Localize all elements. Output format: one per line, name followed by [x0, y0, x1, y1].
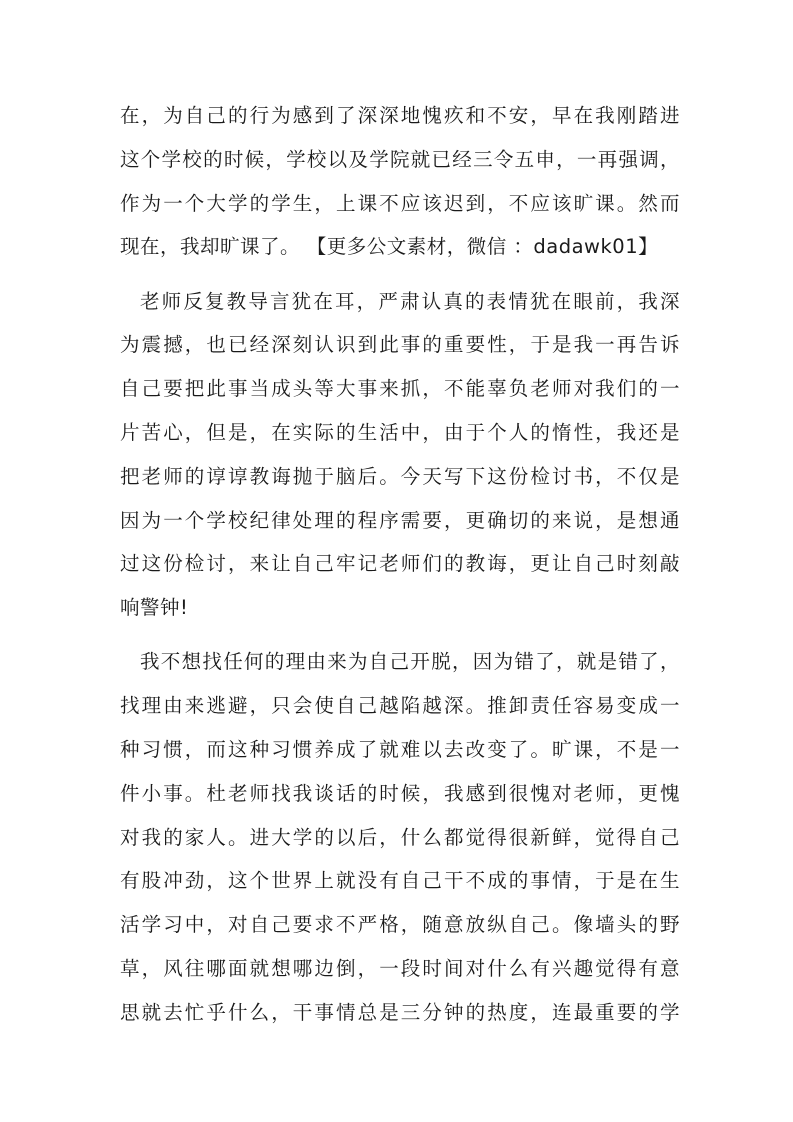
paragraph-1-line-4: 现在，我却旷课了。 【更多公文素材，微信 ：dadawk01】 — [120, 235, 659, 258]
paragraph-2-line-4: 片苦心，但是，在实际的生活中，由于个人的惰性，我还是 — [120, 421, 680, 444]
paragraph-1-line-1: 在，为自己的行为感到了深深地愧疚和不安，早在我刚踏进 — [120, 104, 680, 127]
paragraph-3-line-6: 有股冲劲，这个世界上就没有自己干不成的事情，于是在生 — [120, 869, 680, 892]
paragraph-2-line-8: 响警钟! — [120, 596, 189, 619]
paragraph-3-line-7: 活学习中，对自己要求不严格，随意放纵自己。像墙头的野 — [120, 913, 680, 936]
paragraph-3-line-4: 件小事。杜老师找我谈话的时候，我感到很愧对老师，更愧 — [120, 782, 680, 805]
paragraph-2-line-2: 为震撼，也已经深刻认识到此事的重要性，于是我一再告诉 — [120, 333, 680, 356]
paragraph-3-line-9: 思就去忙乎什么，干事情总是三分钟的热度，连最重要的学 — [120, 1001, 680, 1024]
paragraph-3-line-2: 找理由来逃避，只会使自己越陷越深。推卸责任容易变成一 — [120, 694, 680, 717]
paragraph-1-line-3: 作为一个大学的学生，上课不应该迟到，不应该旷课。然而 — [120, 192, 680, 215]
paragraph-3-line-3: 种习惯，而这种习惯养成了就难以去改变了。旷课，不是一 — [120, 738, 680, 761]
paragraph-2-line-3: 自己要把此事当成头等大事来抓，不能辜负老师对我们的一 — [120, 377, 680, 400]
paragraph-2-line-6: 因为一个学校纪律处理的程序需要，更确切的来说，是想通 — [120, 509, 680, 532]
paragraph-2-line-1: 老师反复教导言犹在耳，严肃认真的表情犹在眼前，我深 — [140, 290, 680, 313]
paragraph-3-line-1: 我不想找任何的理由来为自己开脱，因为错了，就是错了， — [140, 650, 680, 673]
paragraph-2-line-5: 把老师的谆谆教诲抛于脑后。今天写下这份检讨书，不仅是 — [120, 465, 680, 488]
paragraph-1-line-2: 这个学校的时候，学校以及学院就已经三令五申，一再强调， — [120, 148, 680, 171]
paragraph-3-line-8: 草，风往哪面就想哪边倒，一段时间对什么有兴趣觉得有意 — [120, 957, 680, 980]
paragraph-3-line-5: 对我的家人。进大学的以后，什么都觉得很新鲜，觉得自己 — [120, 826, 680, 849]
paragraph-2-line-7: 过这份检讨，来让自己牢记老师们的教诲，更让自己时刻敲 — [120, 552, 680, 575]
